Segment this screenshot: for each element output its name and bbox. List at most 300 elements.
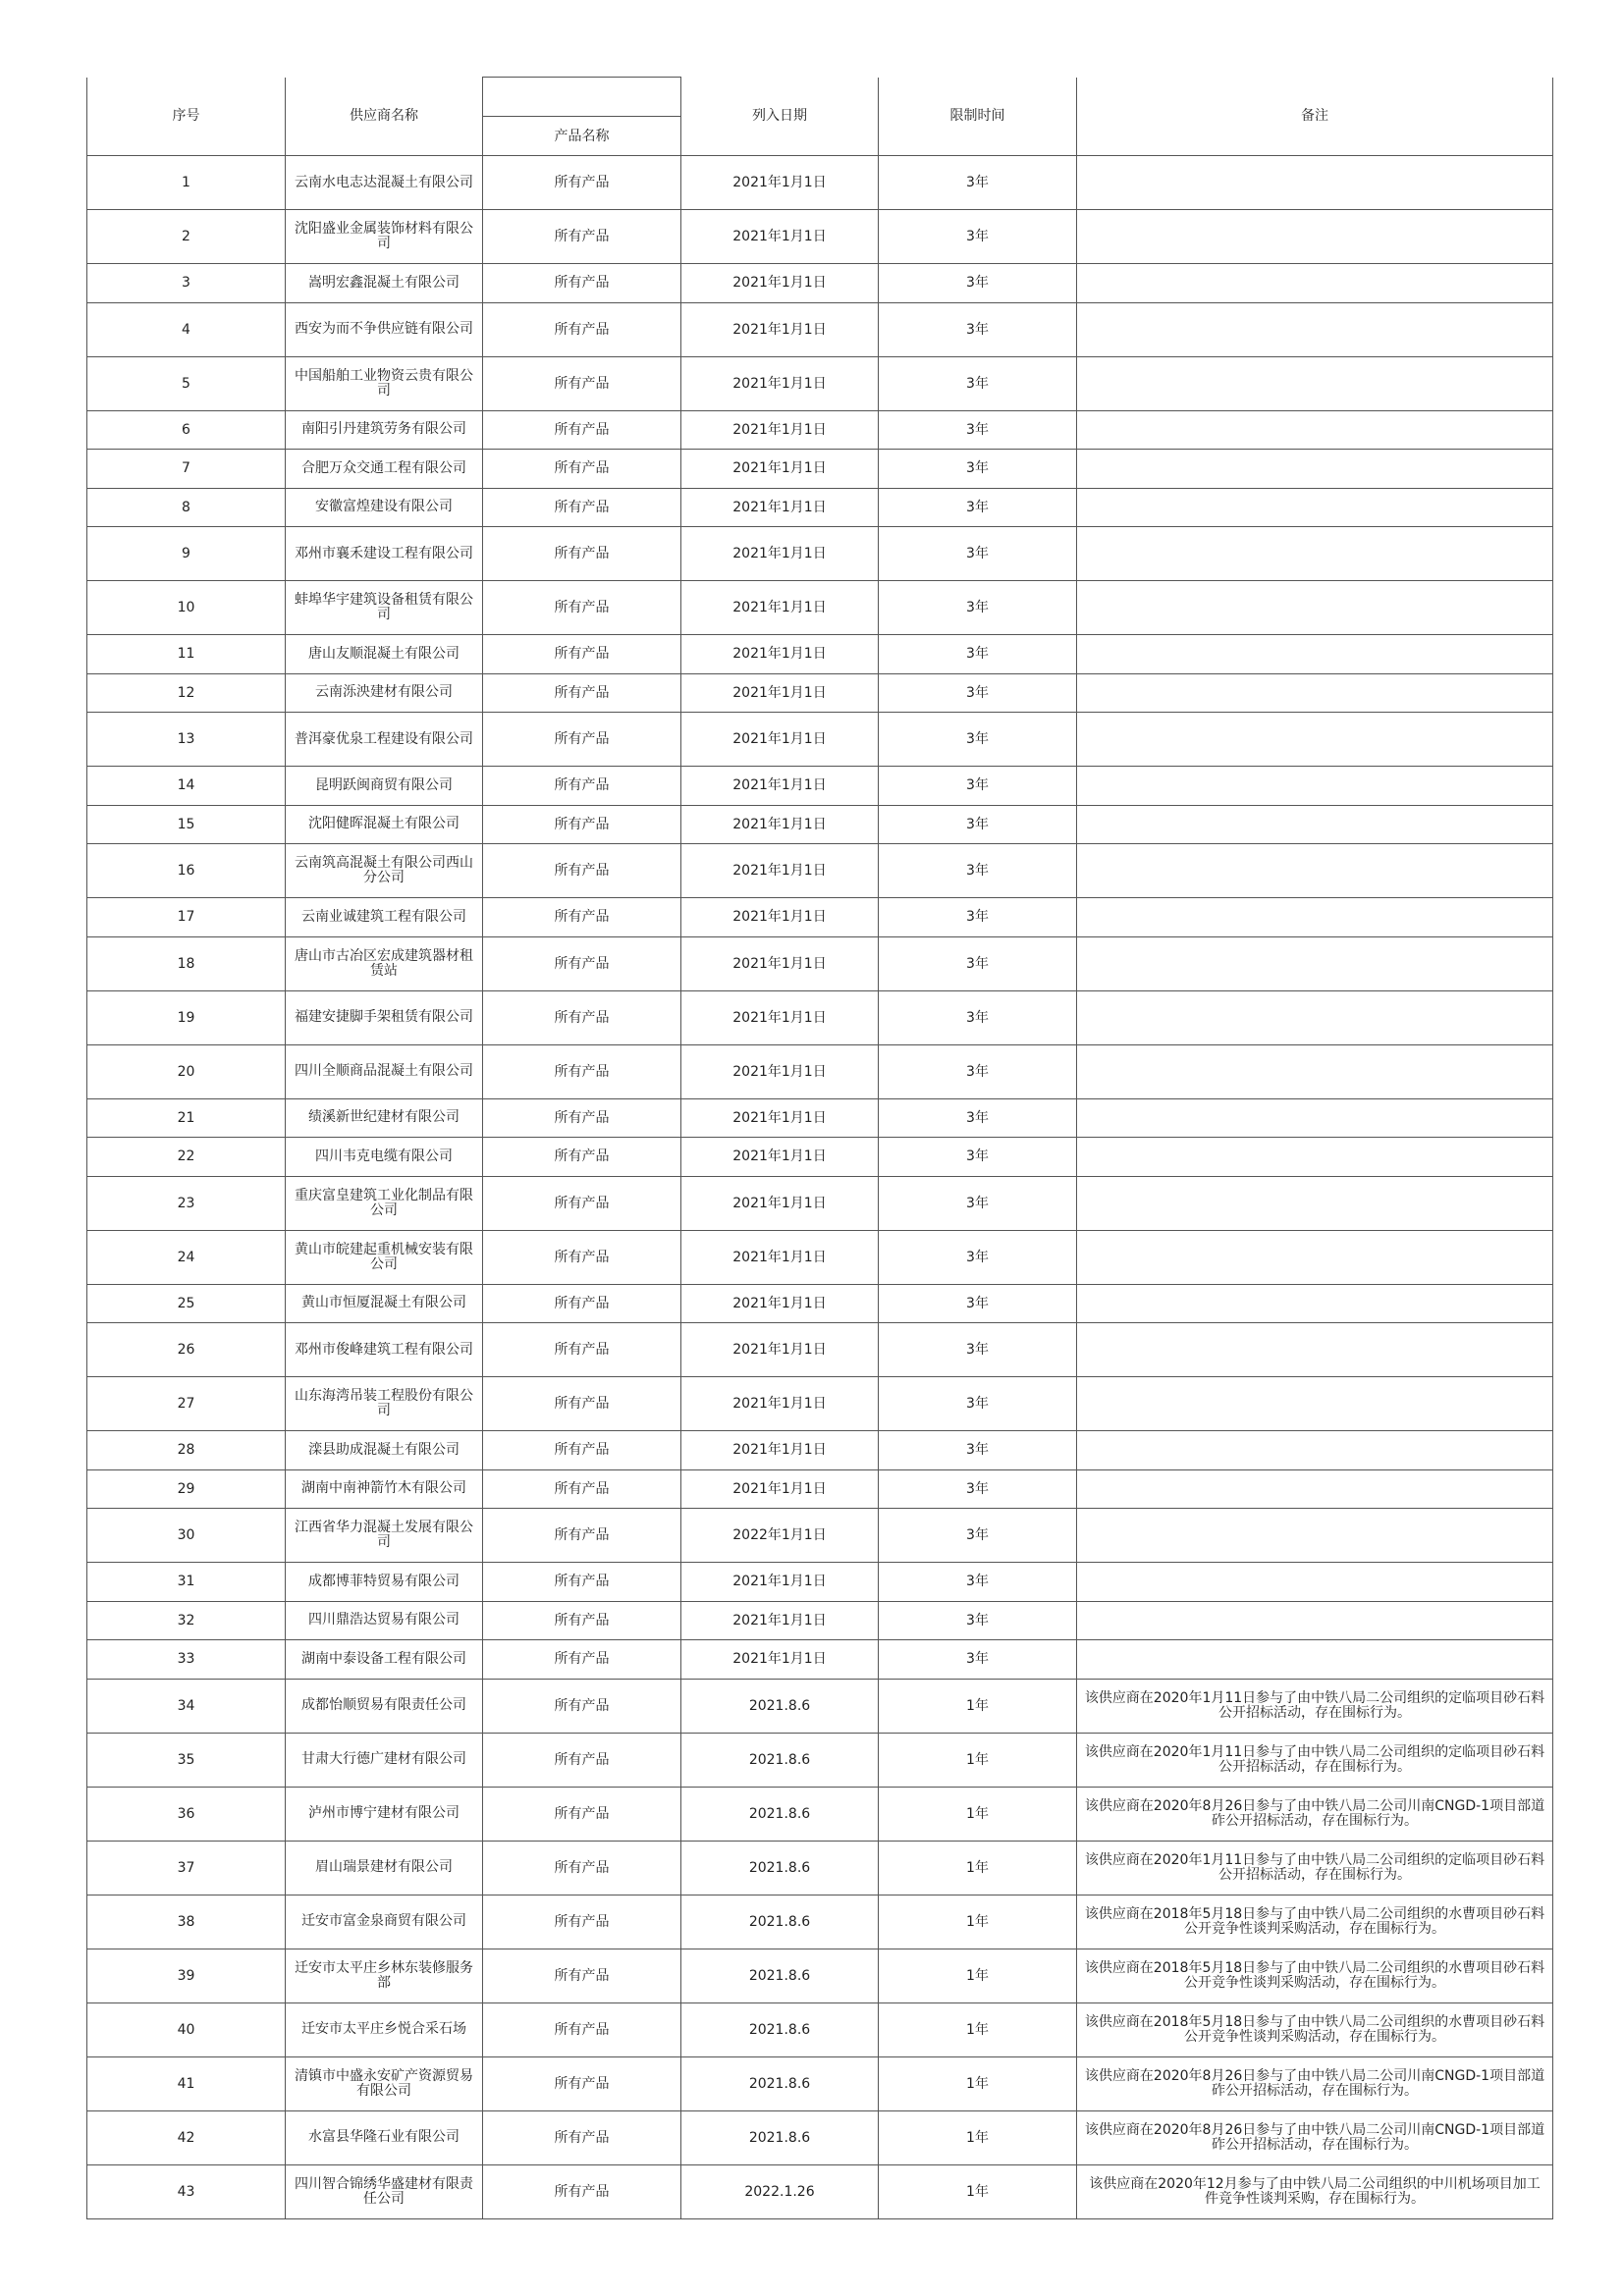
cell-supplier: 山东海湾吊装工程股份有限公司 — [286, 1377, 483, 1431]
cell-no: 29 — [87, 1469, 286, 1509]
cell-remark: 该供应商在2020年8月26日参与了由中铁八局二公司川南CNGD-1项目部道砟公开招标活动，存在围标行为。 — [1077, 2056, 1553, 2110]
cell-no: 2 — [87, 210, 286, 264]
cell-date: 2021年1月1日 — [681, 936, 879, 990]
table-row — [87, 1284, 1553, 1323]
cell-no: 42 — [87, 2110, 286, 2164]
cell-period: 3年 — [879, 767, 1077, 806]
cell-no: 22 — [87, 1138, 286, 1177]
cell-no: 30 — [87, 1509, 286, 1563]
cell-remark — [1077, 450, 1553, 489]
header-date: 列入日期 — [681, 78, 879, 156]
cell-product: 所有产品 — [483, 767, 681, 806]
cell-product: 所有产品 — [483, 673, 681, 713]
cell-period: 1年 — [879, 1841, 1077, 1895]
cell-supplier: 安徽富煌建设有限公司 — [286, 488, 483, 527]
table-row — [87, 805, 1553, 844]
table-row — [87, 210, 1553, 264]
table-row — [87, 156, 1553, 210]
cell-date: 2021年1月1日 — [681, 1377, 879, 1431]
cell-remark — [1077, 1098, 1553, 1138]
table-row — [87, 1787, 1553, 1841]
cell-no: 33 — [87, 1640, 286, 1680]
cell-product: 所有产品 — [483, 844, 681, 898]
cell-period: 3年 — [879, 527, 1077, 581]
cell-period: 3年 — [879, 1138, 1077, 1177]
cell-remark — [1077, 1323, 1553, 1377]
cell-no: 3 — [87, 264, 286, 303]
table-row — [87, 410, 1553, 450]
table-row — [87, 1563, 1553, 1602]
cell-supplier: 泸州市博宁建材有限公司 — [286, 1787, 483, 1841]
cell-remark — [1077, 1469, 1553, 1509]
table-row — [87, 1377, 1553, 1431]
cell-period: 3年 — [879, 1284, 1077, 1323]
cell-period: 3年 — [879, 936, 1077, 990]
cell-remark: 该供应商在2020年12月参与了由中铁八局二公司组织的中川机场项目加工件竞争性谈判采购，存在围标行为。 — [1077, 2164, 1553, 2218]
cell-date: 2021年1月1日 — [681, 1230, 879, 1284]
header-remark: 备注 — [1077, 78, 1553, 156]
cell-remark — [1077, 1563, 1553, 1602]
cell-remark — [1077, 356, 1553, 410]
header-product: 产品名称 — [483, 117, 681, 156]
cell-supplier: 沈阳健晖混凝土有限公司 — [286, 805, 483, 844]
cell-supplier: 四川智合锦绣华盛建材有限责任公司 — [286, 2164, 483, 2218]
cell-date: 2021年1月1日 — [681, 302, 879, 356]
cell-supplier: 合肥万众交通工程有限公司 — [286, 450, 483, 489]
cell-date: 2021年1月1日 — [681, 1284, 879, 1323]
cell-supplier: 重庆富皇建筑工业化制品有限公司 — [286, 1176, 483, 1230]
cell-date: 2021.8.6 — [681, 2110, 879, 2164]
cell-supplier: 邓州市襄禾建设工程有限公司 — [286, 527, 483, 581]
cell-no: 43 — [87, 2164, 286, 2218]
cell-remark — [1077, 581, 1553, 635]
cell-date: 2021.8.6 — [681, 1895, 879, 1949]
cell-product: 所有产品 — [483, 898, 681, 937]
cell-date: 2021年1月1日 — [681, 1431, 879, 1470]
cell-product: 所有产品 — [483, 2164, 681, 2218]
cell-product: 所有产品 — [483, 2002, 681, 2056]
cell-date: 2021年1月1日 — [681, 1563, 879, 1602]
cell-supplier: 云南筑高混凝土有限公司西山分公司 — [286, 844, 483, 898]
cell-product: 所有产品 — [483, 527, 681, 581]
cell-supplier: 云南泺泱建材有限公司 — [286, 673, 483, 713]
cell-supplier: 中国船舶工业物资云贵有限公司 — [286, 356, 483, 410]
cell-product: 所有产品 — [483, 1895, 681, 1949]
table-row — [87, 1733, 1553, 1787]
table-row — [87, 1841, 1553, 1895]
cell-period: 3年 — [879, 1601, 1077, 1640]
cell-remark: 该供应商在2018年5月18日参与了由中铁八局二公司组织的水曹项目砂石料公开竞争性谈判采购活动，存在围标行为。 — [1077, 2002, 1553, 2056]
cell-no: 39 — [87, 1949, 286, 2002]
cell-product: 所有产品 — [483, 156, 681, 210]
cell-supplier: 沈阳盛业金属装饰材料有限公司 — [286, 210, 483, 264]
cell-product: 所有产品 — [483, 1230, 681, 1284]
table-row — [87, 2164, 1553, 2218]
table-row — [87, 488, 1553, 527]
cell-remark — [1077, 990, 1553, 1044]
cell-date: 2021年1月1日 — [681, 673, 879, 713]
table-row — [87, 264, 1553, 303]
cell-no: 24 — [87, 1230, 286, 1284]
cell-supplier: 滦县助成混凝土有限公司 — [286, 1431, 483, 1470]
table-row — [87, 581, 1553, 635]
cell-supplier: 云南业诚建筑工程有限公司 — [286, 898, 483, 937]
cell-supplier: 清镇市中盛永安矿产资源贸易有限公司 — [286, 2056, 483, 2110]
cell-remark — [1077, 1640, 1553, 1680]
cell-period: 1年 — [879, 2110, 1077, 2164]
cell-date: 2021.8.6 — [681, 1949, 879, 2002]
cell-remark — [1077, 156, 1553, 210]
cell-no: 36 — [87, 1787, 286, 1841]
cell-period: 3年 — [879, 1509, 1077, 1563]
table-row — [87, 2056, 1553, 2110]
table-row — [87, 1044, 1553, 1098]
cell-no: 17 — [87, 898, 286, 937]
cell-period: 3年 — [879, 1563, 1077, 1602]
cell-no: 10 — [87, 581, 286, 635]
cell-supplier: 水富县华隆石业有限公司 — [286, 2110, 483, 2164]
cell-supplier: 嵩明宏鑫混凝土有限公司 — [286, 264, 483, 303]
cell-remark — [1077, 805, 1553, 844]
cell-product: 所有产品 — [483, 1098, 681, 1138]
cell-remark — [1077, 210, 1553, 264]
cell-date: 2021年1月1日 — [681, 527, 879, 581]
cell-product: 所有产品 — [483, 488, 681, 527]
table-row — [87, 767, 1553, 806]
cell-remark — [1077, 264, 1553, 303]
cell-remark — [1077, 898, 1553, 937]
cell-remark — [1077, 302, 1553, 356]
cell-product: 所有产品 — [483, 1841, 681, 1895]
cell-period: 3年 — [879, 450, 1077, 489]
cell-supplier: 湖南中南神箭竹木有限公司 — [286, 1469, 483, 1509]
cell-period: 3年 — [879, 210, 1077, 264]
cell-product: 所有产品 — [483, 805, 681, 844]
cell-remark — [1077, 1044, 1553, 1098]
cell-no: 25 — [87, 1284, 286, 1323]
cell-date: 2021年1月1日 — [681, 1640, 879, 1680]
cell-remark: 该供应商在2020年1月11日参与了由中铁八局二公司组织的定临项目砂石料公开招标活动，存在围标行为。 — [1077, 1841, 1553, 1895]
cell-no: 20 — [87, 1044, 286, 1098]
cell-supplier: 迁安市太平庄乡悦合采石场 — [286, 2002, 483, 2056]
cell-date: 2021年1月1日 — [681, 1138, 879, 1177]
cell-product: 所有产品 — [483, 1284, 681, 1323]
cell-product: 所有产品 — [483, 1044, 681, 1098]
cell-period: 3年 — [879, 673, 1077, 713]
cell-date: 2021.8.6 — [681, 1787, 879, 1841]
table-row — [87, 1176, 1553, 1230]
cell-supplier: 邓州市俊峰建筑工程有限公司 — [286, 1323, 483, 1377]
cell-remark — [1077, 673, 1553, 713]
cell-remark: 该供应商在2018年5月18日参与了由中铁八局二公司组织的水曹项目砂石料公开竞争性谈判采购活动，存在围标行为。 — [1077, 1895, 1553, 1949]
cell-period: 1年 — [879, 1733, 1077, 1787]
cell-supplier: 福建安捷脚手架租赁有限公司 — [286, 990, 483, 1044]
cell-supplier: 湖南中泰设备工程有限公司 — [286, 1640, 483, 1680]
cell-date: 2021年1月1日 — [681, 1601, 879, 1640]
cell-period: 3年 — [879, 410, 1077, 450]
cell-remark — [1077, 713, 1553, 767]
cell-product: 所有产品 — [483, 210, 681, 264]
cell-product: 所有产品 — [483, 356, 681, 410]
cell-no: 7 — [87, 450, 286, 489]
cell-period: 3年 — [879, 1377, 1077, 1431]
cell-no: 23 — [87, 1176, 286, 1230]
cell-period: 1年 — [879, 1679, 1077, 1733]
cell-no: 18 — [87, 936, 286, 990]
cell-date: 2021年1月1日 — [681, 1098, 879, 1138]
cell-no: 6 — [87, 410, 286, 450]
cell-supplier: 四川鼎浩达贸易有限公司 — [286, 1601, 483, 1640]
cell-date: 2021.8.6 — [681, 1841, 879, 1895]
cell-supplier: 成都怡顺贸易有限责任公司 — [286, 1679, 483, 1733]
cell-product: 所有产品 — [483, 2110, 681, 2164]
cell-date: 2021.8.6 — [681, 1733, 879, 1787]
cell-product: 所有产品 — [483, 2056, 681, 2110]
cell-no: 15 — [87, 805, 286, 844]
table-row — [87, 2002, 1553, 2056]
cell-period: 3年 — [879, 302, 1077, 356]
cell-no: 1 — [87, 156, 286, 210]
cell-period: 3年 — [879, 805, 1077, 844]
cell-period: 3年 — [879, 1176, 1077, 1230]
cell-remark — [1077, 1284, 1553, 1323]
cell-supplier: 迁安市富金泉商贸有限公司 — [286, 1895, 483, 1949]
cell-product: 所有产品 — [483, 1323, 681, 1377]
cell-product: 所有产品 — [483, 635, 681, 674]
table-row — [87, 356, 1553, 410]
cell-supplier: 眉山瑞景建材有限公司 — [286, 1841, 483, 1895]
cell-remark — [1077, 635, 1553, 674]
cell-no: 37 — [87, 1841, 286, 1895]
cell-no: 9 — [87, 527, 286, 581]
cell-period: 1年 — [879, 2164, 1077, 2218]
cell-period: 3年 — [879, 1044, 1077, 1098]
cell-product: 所有产品 — [483, 302, 681, 356]
table-row — [87, 1949, 1553, 2002]
cell-period: 3年 — [879, 635, 1077, 674]
cell-remark — [1077, 1431, 1553, 1470]
cell-date: 2021年1月1日 — [681, 1176, 879, 1230]
cell-no: 26 — [87, 1323, 286, 1377]
cell-date: 2021年1月1日 — [681, 805, 879, 844]
cell-period: 3年 — [879, 156, 1077, 210]
cell-no: 4 — [87, 302, 286, 356]
cell-supplier: 蚌埠华宇建筑设备租赁有限公司 — [286, 581, 483, 635]
cell-supplier: 黄山市皖建起重机械安装有限公司 — [286, 1230, 483, 1284]
cell-period: 3年 — [879, 713, 1077, 767]
cell-supplier: 四川全顺商品混凝土有限公司 — [286, 1044, 483, 1098]
cell-date: 2021年1月1日 — [681, 898, 879, 937]
cell-no: 16 — [87, 844, 286, 898]
cell-remark — [1077, 1138, 1553, 1177]
cell-supplier: 云南水电志达混凝土有限公司 — [286, 156, 483, 210]
cell-remark — [1077, 527, 1553, 581]
cell-remark — [1077, 936, 1553, 990]
cell-supplier: 迁安市太平庄乡林东装修服务部 — [286, 1949, 483, 2002]
cell-period: 1年 — [879, 1895, 1077, 1949]
cell-supplier: 昆明跃闽商贸有限公司 — [286, 767, 483, 806]
cell-product: 所有产品 — [483, 1509, 681, 1563]
cell-product: 所有产品 — [483, 410, 681, 450]
cell-period: 3年 — [879, 844, 1077, 898]
cell-no: 34 — [87, 1679, 286, 1733]
cell-period: 3年 — [879, 1640, 1077, 1680]
cell-supplier: 唐山市古冶区宏成建筑器材租赁站 — [286, 936, 483, 990]
cell-supplier: 普洱豪优泉工程建设有限公司 — [286, 713, 483, 767]
cell-period: 3年 — [879, 264, 1077, 303]
cell-remark: 该供应商在2020年1月11日参与了由中铁八局二公司组织的定临项目砂石料公开招标活动，存在围标行为。 — [1077, 1733, 1553, 1787]
table-row — [87, 898, 1553, 937]
cell-date: 2022.1.26 — [681, 2164, 879, 2218]
table-row — [87, 2110, 1553, 2164]
cell-date: 2021年1月1日 — [681, 264, 879, 303]
table-body — [87, 156, 1553, 2219]
cell-period: 3年 — [879, 1323, 1077, 1377]
cell-no: 12 — [87, 673, 286, 713]
cell-date: 2021年1月1日 — [681, 450, 879, 489]
cell-supplier: 四川韦克电缆有限公司 — [286, 1138, 483, 1177]
header-supplier: 供应商名称 — [286, 78, 483, 156]
cell-product: 所有产品 — [483, 713, 681, 767]
cell-no: 31 — [87, 1563, 286, 1602]
table-row — [87, 302, 1553, 356]
cell-product: 所有产品 — [483, 1377, 681, 1431]
cell-date: 2021.8.6 — [681, 2056, 879, 2110]
table-row — [87, 450, 1553, 489]
cell-period: 3年 — [879, 581, 1077, 635]
cell-period: 3年 — [879, 990, 1077, 1044]
cell-date: 2021.8.6 — [681, 2002, 879, 2056]
cell-product: 所有产品 — [483, 1949, 681, 2002]
cell-remark — [1077, 1601, 1553, 1640]
cell-product: 所有产品 — [483, 990, 681, 1044]
cell-remark — [1077, 488, 1553, 527]
cell-no: 21 — [87, 1098, 286, 1138]
cell-period: 1年 — [879, 2056, 1077, 2110]
table-row — [87, 990, 1553, 1044]
cell-period: 3年 — [879, 1230, 1077, 1284]
cell-no: 35 — [87, 1733, 286, 1787]
cell-date: 2021年1月1日 — [681, 410, 879, 450]
cell-no: 28 — [87, 1431, 286, 1470]
table-row — [87, 1601, 1553, 1640]
table-header — [87, 78, 1553, 156]
cell-remark — [1077, 1176, 1553, 1230]
cell-product: 所有产品 — [483, 1469, 681, 1509]
supplier-table-sheet — [86, 77, 1552, 2219]
cell-product: 所有产品 — [483, 1138, 681, 1177]
cell-product: 所有产品 — [483, 1601, 681, 1640]
cell-supplier: 西安为而不争供应链有限公司 — [286, 302, 483, 356]
cell-period: 3年 — [879, 356, 1077, 410]
cell-remark — [1077, 1377, 1553, 1431]
cell-no: 13 — [87, 713, 286, 767]
cell-date: 2021年1月1日 — [681, 156, 879, 210]
cell-date: 2021年1月1日 — [681, 210, 879, 264]
cell-date: 2021年1月1日 — [681, 713, 879, 767]
cell-supplier: 江西省华力混凝土发展有限公司 — [286, 1509, 483, 1563]
cell-date: 2021年1月1日 — [681, 767, 879, 806]
cell-date: 2021年1月1日 — [681, 356, 879, 410]
cell-no: 40 — [87, 2002, 286, 2056]
cell-date: 2021年1月1日 — [681, 1044, 879, 1098]
table-row — [87, 635, 1553, 674]
cell-date: 2021年1月1日 — [681, 1323, 879, 1377]
cell-supplier: 绩溪新世纪建材有限公司 — [286, 1098, 483, 1138]
table-row — [87, 1509, 1553, 1563]
table-row — [87, 1431, 1553, 1470]
cell-period: 3年 — [879, 1469, 1077, 1509]
cell-period: 3年 — [879, 488, 1077, 527]
cell-remark: 该供应商在2020年8月26日参与了由中铁八局二公司川南CNGD-1项目部道砟公开招标活动，存在围标行为。 — [1077, 2110, 1553, 2164]
cell-date: 2021年1月1日 — [681, 488, 879, 527]
cell-remark — [1077, 1509, 1553, 1563]
cell-product: 所有产品 — [483, 936, 681, 990]
cell-no: 41 — [87, 2056, 286, 2110]
table-row — [87, 527, 1553, 581]
cell-product: 所有产品 — [483, 581, 681, 635]
cell-no: 5 — [87, 356, 286, 410]
cell-product: 所有产品 — [483, 1431, 681, 1470]
cell-product: 所有产品 — [483, 1640, 681, 1680]
cell-no: 38 — [87, 1895, 286, 1949]
cell-date: 2021年1月1日 — [681, 844, 879, 898]
cell-period: 3年 — [879, 1098, 1077, 1138]
table-row — [87, 713, 1553, 767]
cell-period: 3年 — [879, 898, 1077, 937]
cell-date: 2022年1月1日 — [681, 1509, 879, 1563]
cell-no: 8 — [87, 488, 286, 527]
table-row — [87, 673, 1553, 713]
table-row — [87, 936, 1553, 990]
cell-remark: 该供应商在2020年1月11日参与了由中铁八局二公司组织的定临项目砂石料公开招标活动，存在围标行为。 — [1077, 1679, 1553, 1733]
cell-remark: 该供应商在2018年5月18日参与了由中铁八局二公司组织的水曹项目砂石料公开竞争性谈判采购活动，存在围标行为。 — [1077, 1949, 1553, 2002]
cell-no: 27 — [87, 1377, 286, 1431]
cell-date: 2021年1月1日 — [681, 990, 879, 1044]
header-no: 序号 — [87, 78, 286, 156]
table-row — [87, 1469, 1553, 1509]
table-row — [87, 1323, 1553, 1377]
cell-product: 所有产品 — [483, 1679, 681, 1733]
cell-product: 所有产品 — [483, 450, 681, 489]
cell-supplier: 唐山友顺混凝土有限公司 — [286, 635, 483, 674]
cell-supplier: 成都博菲特贸易有限公司 — [286, 1563, 483, 1602]
table-row — [87, 1640, 1553, 1680]
cell-supplier: 黄山市恒厦混凝土有限公司 — [286, 1284, 483, 1323]
supplier-blacklist-table — [86, 77, 1553, 2219]
table-row — [87, 844, 1553, 898]
cell-date: 2021年1月1日 — [681, 635, 879, 674]
cell-no: 19 — [87, 990, 286, 1044]
cell-date: 2021.8.6 — [681, 1679, 879, 1733]
cell-remark — [1077, 844, 1553, 898]
table-row — [87, 1230, 1553, 1284]
cell-product: 所有产品 — [483, 1176, 681, 1230]
cell-supplier: 南阳引丹建筑劳务有限公司 — [286, 410, 483, 450]
cell-product: 所有产品 — [483, 264, 681, 303]
table-row — [87, 1679, 1553, 1733]
cell-no: 14 — [87, 767, 286, 806]
header-period: 限制时间 — [879, 78, 1077, 156]
cell-remark — [1077, 410, 1553, 450]
cell-period: 3年 — [879, 1431, 1077, 1470]
cell-period: 1年 — [879, 2002, 1077, 2056]
cell-date: 2021年1月1日 — [681, 581, 879, 635]
table-row — [87, 1098, 1553, 1138]
cell-product: 所有产品 — [483, 1787, 681, 1841]
cell-period: 1年 — [879, 1949, 1077, 2002]
cell-product: 所有产品 — [483, 1563, 681, 1602]
